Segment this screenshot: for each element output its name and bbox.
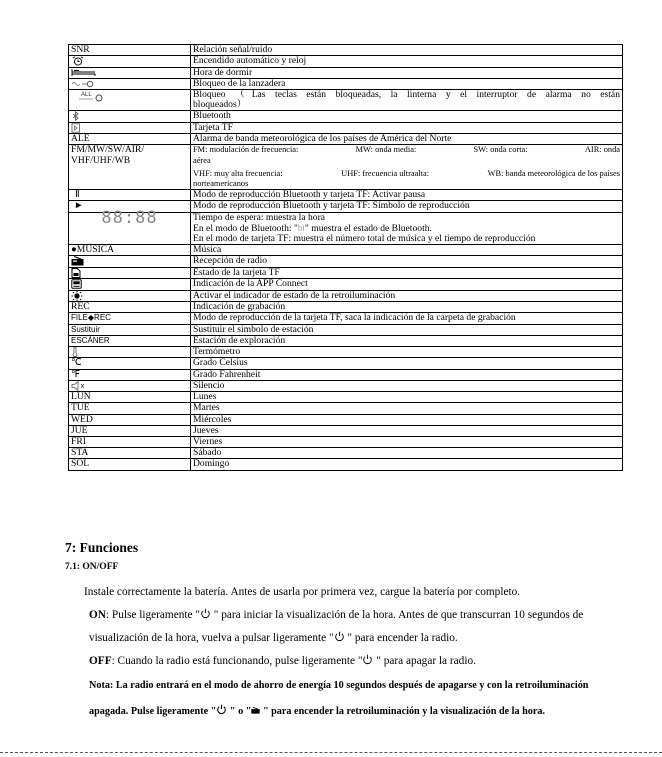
table-row <box>69 56 623 67</box>
table-row <box>69 335 623 346</box>
off-label: OFF <box>89 655 112 667</box>
symbol-cell: Sustituir <box>69 324 191 335</box>
symbol-cell: ℃ <box>69 358 191 369</box>
table-row <box>69 67 623 78</box>
bt-status-icon: bt <box>297 222 305 233</box>
lcd-display: 88:88 <box>69 212 191 245</box>
description-cell: Martes <box>191 403 623 414</box>
table-row <box>69 414 623 425</box>
table-row <box>69 346 623 357</box>
bed-icon <box>71 68 97 77</box>
uhf-desc: UHF: frecuencia ultraalta: <box>341 168 430 178</box>
description-cell: Domingo <box>191 459 623 470</box>
description-cell: Lunes <box>191 392 623 403</box>
thermometer-icon <box>71 347 79 357</box>
vhf-desc: VHF: muy alta frecuencia: <box>193 168 283 178</box>
description-cell: Sustituir el símbolo de estación <box>191 324 623 335</box>
table-row <box>69 245 623 256</box>
symbol-cell: SOL <box>69 459 191 470</box>
description-cell: Indicación de la APP Connect <box>191 279 623 290</box>
description-cell: Recepción de radio <box>191 256 623 267</box>
fm-desc: FM: modulación de frecuencia: <box>193 145 299 155</box>
symbol-cell <box>69 346 191 357</box>
description-line: En el modo de tarjeta TF: muestra el número total de música y el tiempo de reproducción <box>193 233 536 245</box>
table-row <box>69 380 623 391</box>
symbol-cell <box>69 290 191 301</box>
table-row <box>69 279 623 290</box>
symbol-cell: SNR <box>69 45 191 56</box>
description-cell: Grado Fahrenheit <box>191 369 623 380</box>
note-paragraph: Nota: La radio entrará en el modo de ahorro de energía 10 segundos después de apagarse y con la retroiluminación <box>89 680 589 691</box>
description-cell: Estación de exploración <box>191 335 623 346</box>
table-row <box>69 78 623 89</box>
app-connect-icon <box>71 279 82 289</box>
description-cell <box>191 90 623 111</box>
table-row <box>69 403 623 414</box>
symbol-cell: ●MÚSICA <box>69 245 191 256</box>
description-line: En el modo de Bluetooth: "bt" muestra el estado de Bluetooth. <box>193 222 432 234</box>
description-cell: Indicación de grabación <box>191 302 623 313</box>
symbol-cell <box>69 256 191 267</box>
table-row <box>69 111 623 122</box>
table-row <box>69 90 623 111</box>
description-cell: Miércoles <box>191 414 623 425</box>
table-row <box>69 256 623 267</box>
description-cell: Sábado <box>191 448 623 459</box>
tf-card-icon <box>71 123 81 133</box>
alarm-clock-icon <box>71 56 85 66</box>
symbol-line: VHF/UHF/WB <box>71 154 131 166</box>
symbol-cell: ℉ <box>69 369 191 380</box>
table-row <box>69 436 623 447</box>
description-cell: Alarma de banda meteorológica de los países de América del Norte <box>191 134 623 145</box>
table-row <box>69 425 623 436</box>
symbol-cell: ALE <box>69 134 191 145</box>
description-cell: Grado Celsius <box>191 358 623 369</box>
symbol-cell: FILE◆REC <box>69 313 191 324</box>
backlight-icon <box>71 291 83 301</box>
section-title: 7: Funciones <box>65 540 139 555</box>
description-line: bloqueados） <box>193 99 247 111</box>
symbol-cell: JUE <box>69 425 191 436</box>
description-cell: Bloqueo de la lanzadera <box>191 78 623 89</box>
on-paragraph: ON: Pulse ligeramente " " para iniciar la visualización de la hora. Antes de que transcurran 10 segundos de <box>89 609 584 621</box>
power-icon <box>200 608 211 622</box>
all-lock-label: ALL <box>81 92 92 99</box>
page-bottom-rule <box>0 752 662 753</box>
note-paragraph-cont: apagada. Pulse ligeramente " " o " " para encender la retroiluminación y la visualización de la hora. <box>89 706 546 717</box>
wb-desc: WB: banda meteorológica de los países <box>487 168 620 178</box>
symbol-cell: WED <box>69 414 191 425</box>
description-cell: Viernes <box>191 436 623 447</box>
snooze-lock-icon <box>71 80 95 88</box>
description-cell: Activar el indicador de estado de la retroiluminación <box>191 290 623 301</box>
table-row <box>69 302 623 313</box>
table-row <box>69 45 623 56</box>
symbol-cell <box>69 122 191 133</box>
table-row <box>69 392 623 403</box>
symbol-cell <box>69 90 191 111</box>
on-paragraph-cont: visualización de la hora, vuelva a pulsar ligeramente " " para encender la radio. <box>89 632 458 644</box>
symbol-cell: LUN <box>69 392 191 403</box>
table-row <box>69 145 623 190</box>
air-desc: AIR: onda <box>584 145 620 155</box>
subsection-title: 7.1: ON/OFF <box>65 562 119 572</box>
all-lock-icon <box>71 90 111 102</box>
description-cell: Bluetooth <box>191 111 623 122</box>
symbol-cell <box>69 267 191 278</box>
power-icon <box>334 631 345 645</box>
symbol-cell <box>69 145 191 190</box>
on-label: ON <box>89 609 106 621</box>
symbol-line: FM/MW/SW/AIR/ <box>71 144 145 156</box>
table-row <box>69 459 623 470</box>
description-cell: Termómetro <box>191 346 623 357</box>
table-row <box>69 190 623 201</box>
description-cell: Modo de reproducción Bluetooth y tarjeta TF: Símbolo de reproducción <box>191 201 623 212</box>
table-row <box>69 122 623 133</box>
description-cell: Relación señal/ruido <box>191 45 623 56</box>
symbol-cell: ESCÁNER <box>69 335 191 346</box>
table-row <box>69 448 623 459</box>
bluetooth-icon <box>71 111 81 121</box>
table-row <box>69 313 623 324</box>
description-cell: Modo de reproducción de la tarjeta TF, saca la indicación de la carpeta de grabación <box>191 313 623 324</box>
sw-desc: SW: onda corta: <box>473 145 528 155</box>
description-cell <box>191 145 623 190</box>
symbol-cell <box>69 56 191 67</box>
symbol-cell: ► <box>69 201 191 212</box>
table-row <box>69 290 623 301</box>
mute-icon <box>71 381 87 391</box>
table-row <box>69 369 623 380</box>
description-cell <box>191 212 623 245</box>
symbol-cell <box>69 67 191 78</box>
mw-desc: MW: onda media: <box>355 145 417 155</box>
table-row <box>69 324 623 335</box>
description-line: Tiempo de espera: muestra la hora <box>193 211 326 223</box>
description-cell: Música <box>191 245 623 256</box>
table-row <box>69 267 623 278</box>
wb-desc-cont: norteamericanos <box>193 179 249 189</box>
description-cell: Encendido automático y reloj <box>191 56 623 67</box>
description-cell: Tarjeta TF <box>191 122 623 133</box>
symbol-cell: TUE <box>69 403 191 414</box>
description-cell: Jueves <box>191 425 623 436</box>
off-paragraph: OFF: Cuando la radio está funcionando, pulse ligeramente " " para apagar la radio. <box>89 655 476 667</box>
symbol-cell <box>69 111 191 122</box>
symbol-cell: REC <box>69 302 191 313</box>
table-row <box>69 212 623 245</box>
air-desc-cont: aérea <box>193 155 211 165</box>
radio-icon <box>71 256 84 266</box>
intro-paragraph: Instale correctamente la batería. Antes de usarla por primera vez, cargue la batería por completo. <box>84 586 521 598</box>
symbol-cell: STA <box>69 448 191 459</box>
table-row <box>69 358 623 369</box>
power-icon <box>362 654 373 668</box>
symbol-cell <box>69 78 191 89</box>
symbol-cell <box>69 380 191 391</box>
tf-status-icon <box>71 268 81 278</box>
description-line: Bloqueo （Las teclas están bloqueadas, la linterna y el interruptor de alarma no están <box>193 89 620 101</box>
symbol-cell <box>69 279 191 290</box>
symbol-table <box>68 44 623 471</box>
table-row <box>69 134 623 145</box>
symbol-cell: FRI <box>69 436 191 447</box>
description-cell: Estado de la tarjeta TF <box>191 267 623 278</box>
description-cell: Hora de dormir <box>191 67 623 78</box>
power-icon <box>216 704 227 718</box>
description-cell: Modo de reproducción Bluetooth y tarjeta TF: Activar pausa <box>191 190 623 201</box>
symbol-cell: Ⅱ <box>69 190 191 201</box>
description-cell: Silencio <box>191 380 623 391</box>
